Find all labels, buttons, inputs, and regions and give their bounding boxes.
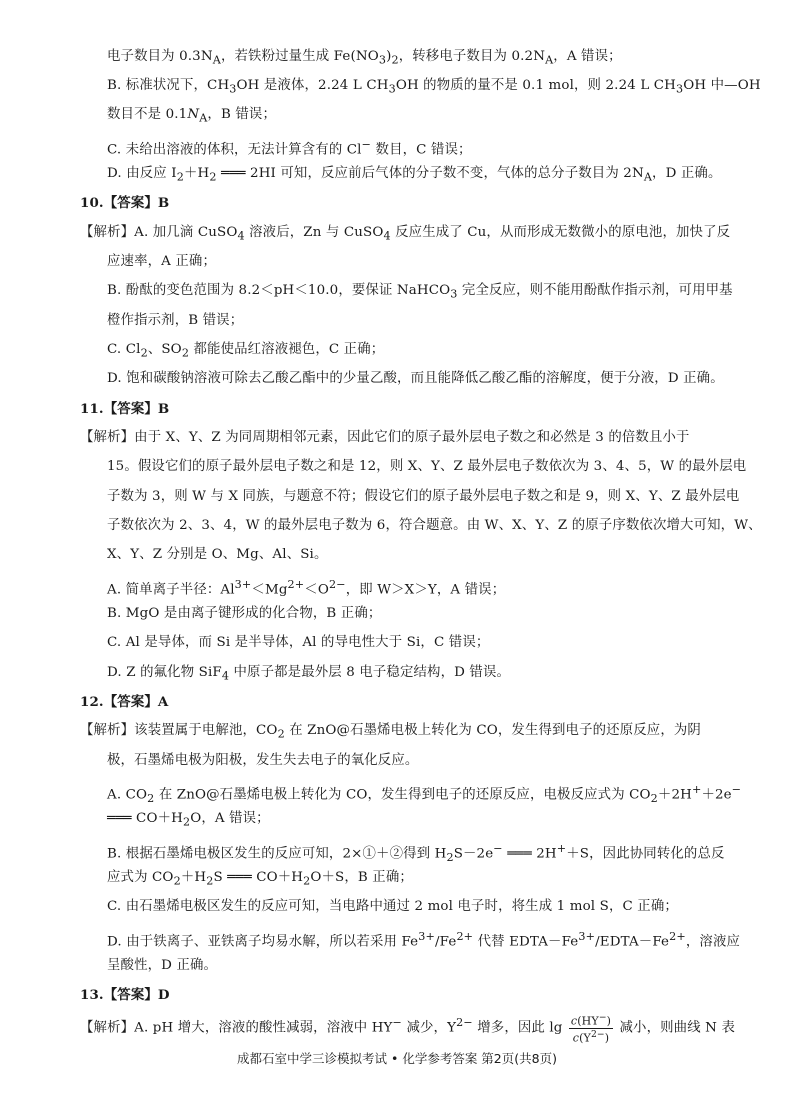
text-line: B. 根据石墨烯电极区发生的反应可知，2×①＋②得到 $H_2S-2e^-$ ═══ 2H+＋S，因此协同转化的总反 (107, 842, 725, 865)
text-line: 数目不是 $0.1N_A$，B 错误； (107, 107, 276, 125)
page-footer: 成都石室中学三诊模拟考试 • 化学参考答案 第2页(共8页) (237, 1051, 557, 1066)
text-line: C. Al 是导体，而 Si 是半导体，Al 的导电性大于 Si，C 错误； (107, 635, 490, 650)
text-line: 子数为 3，则 W 与 X 同族，与题意不符；假设它们的原子最外层电子数之和是 9，则 X、Y、Z 最外层电 (107, 489, 740, 504)
text-line: 15。假设它们的原子最外层电子数之和是 12，则 X、Y、Z 最外层电子数依次为 3、4、5，W 的最外层电 (107, 459, 747, 474)
text-line: 应速率，A 正确； (107, 254, 217, 269)
text-line: 子数依次为 2、3、4，W 的最外层电子数为 6，符合题意。由 W、X、Y、Z 的原子序数依次增大可知，W、 (107, 518, 762, 533)
answer-heading: 12.【答案】A (80, 694, 169, 710)
text-line: 应式为 $CO_2+H_2S$ ═══ $CO+H_2O+S$，B 正确； (107, 870, 413, 888)
text-line: 【解析】A. pH 增大，溶液的酸性减弱，溶液中 HY− 减少，$Y^{2-}$ 增多，因此 lg $\frac{c(HY^-)}{c(Y^{2-})}$ 减小，则曲线 N 表 (80, 1012, 735, 1045)
text-line: X、Y、Z 分别是 O、Mg、Al、Si。 (107, 547, 328, 562)
text-line: 【解析】由于 X、Y、Z 为同周期相邻元素，因此它们的原子最外层电子数之和必然是 3 的倍数且小于 (80, 430, 690, 445)
text-line: 【解析】A. 加几滴 CuSO$_4$ 溶液后，Zn 与 CuSO$_4$ 反应生成了 Cu，从而形成无数微小的原电池，加快了反 (80, 225, 731, 243)
text-line: 橙作指示剂，B 错误； (107, 313, 244, 328)
answer-heading: 11.【答案】B (80, 401, 170, 417)
text-line: B. MgO 是由离子键形成的化合物，B 正确； (107, 606, 382, 621)
text-line: D. Z 的氟化物 SiF$_4$ 中原子都是最外层 8 电子稳定结构，D 错误。 (107, 665, 511, 683)
text-line: A. 简单离子半径：$Al^{3+}<Mg^{2+}<O^{2-}$，即 W＞X＞Y，A 错误； (107, 578, 506, 598)
text-line: ═══ $CO+H_2O$，A 错误； (107, 811, 270, 829)
text-line: 呈酸性，D 正确。 (107, 958, 218, 973)
text-line: C. 未给出溶液的体积，无法计算含有的 Cl− 数目，C 错误； (107, 138, 472, 158)
text-line: B. 标准状况下，$CH_3OH$ 是液体，2.24 L $CH_3OH$ 的物质的量不是 0.1 mol，则 2.24 L $CH_3OH$ 中—OH (107, 78, 761, 96)
text-line: D. 由反应 $I_2+H_2$ ═══ 2HI 可知，反应前后气体的分子数不变，气体的总分子数目为 $2N_A$，D 正确。 (107, 166, 722, 184)
text-line: B. 酚酞的变色范围为 8.2＜pH＜10.0，要保证 NaHCO$_3$ 完全反应，则不能用酚酞作指示剂，可用甲基 (107, 283, 733, 301)
answer-heading: 13.【答案】D (80, 987, 170, 1003)
text-line: D. 由于铁离子、亚铁离子均易水解，所以若采用 $Fe^{3+}/Fe^{2+}$ 代替 $EDTA-Fe^{3+}/EDTA-Fe^{2+}$，溶液应 (107, 930, 741, 950)
answer-heading: 10.【答案】B (80, 195, 170, 211)
text-line: C. $Cl_2$、$SO_2$ 都能使品红溶液褪色，C 正确； (107, 342, 385, 360)
text-line: 电子数目为 $0.3N_A$，若铁粉过量生成 $Fe(NO_3)_2$，转移电子数目为 $0.2N_A$，A 错误； (107, 49, 622, 67)
text-line: 极，石墨烯电极为阳极，发生失去电子的氧化反应。 (107, 753, 419, 768)
text-line: C. 由石墨烯电极区发生的反应可知，当电路中通过 2 mol 电子时，将生成 1 mol S，C 正确； (107, 899, 678, 914)
text-line: A. $CO_2$ 在 ZnO@石墨烯电极上转化为 CO，发生得到电子的还原反应，电极反应式为 $CO_2+2H^++2e^-$ (107, 783, 742, 806)
text-line: 【解析】该装置属于电解池，$CO_2$ 在 ZnO@石墨烯电极上转化为 CO，发生得到电子的还原反应，为阴 (80, 723, 701, 741)
text-line: D. 饱和碳酸钠溶液可除去乙酸乙酯中的少量乙酸，而且能降低乙酸乙酯的溶解度，便于分液，D 正确。 (107, 371, 724, 386)
